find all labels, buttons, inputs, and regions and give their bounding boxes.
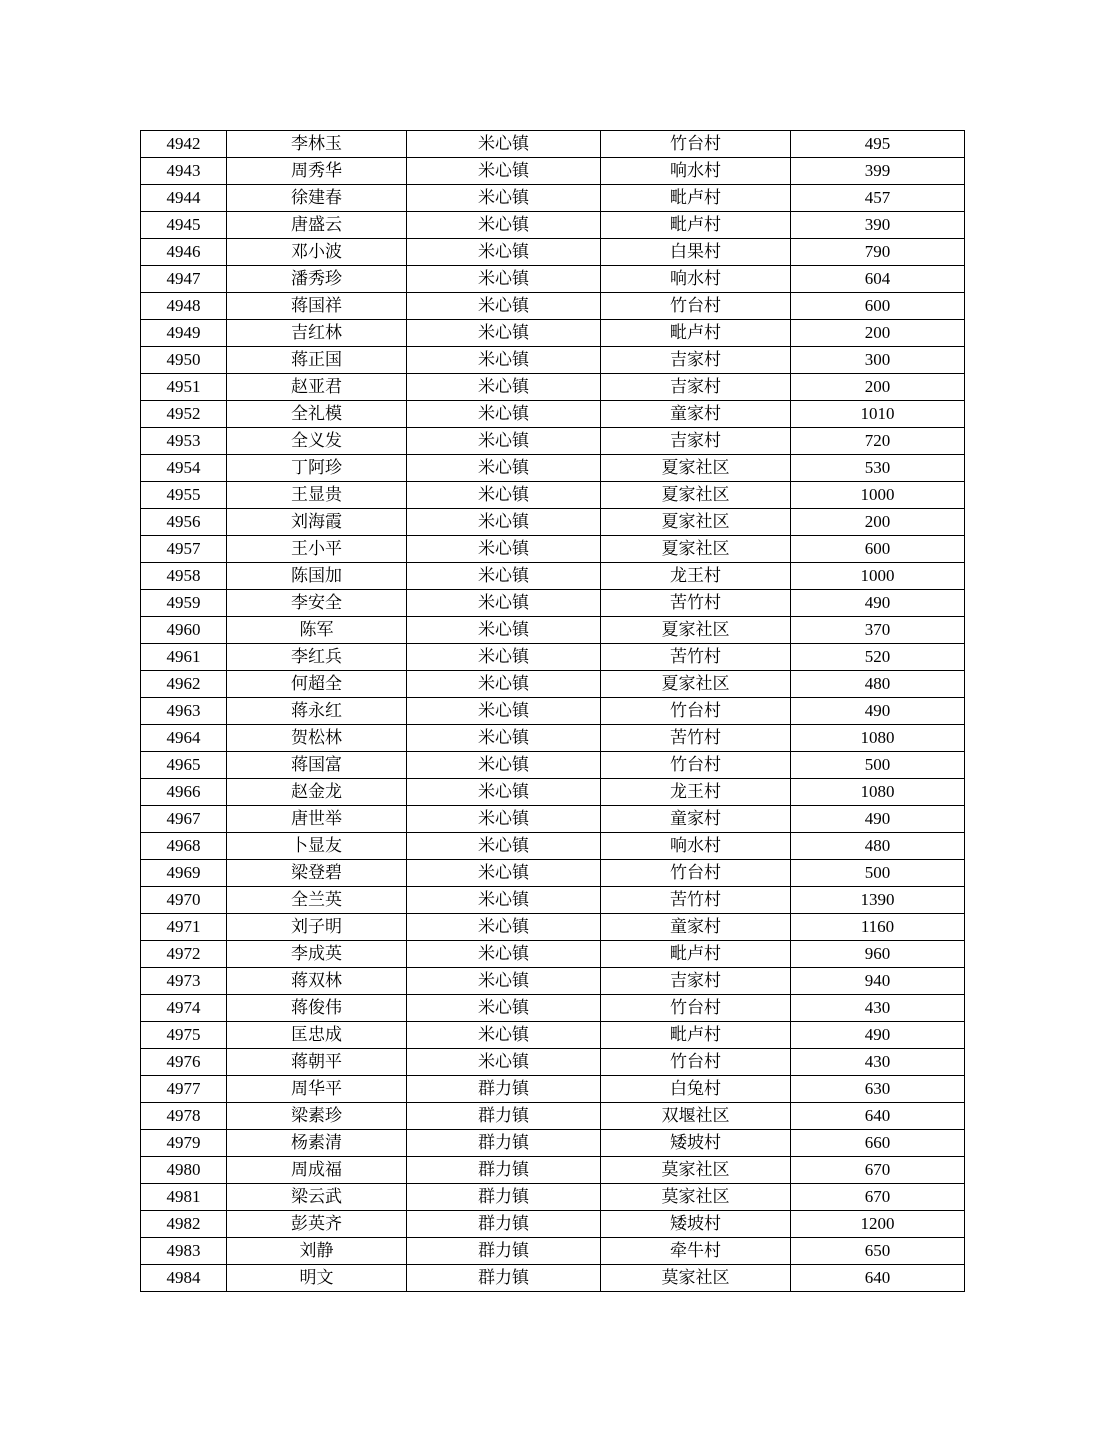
amount-cell: 370	[791, 617, 965, 644]
town-cell: 群力镇	[407, 1103, 601, 1130]
amount-cell: 1160	[791, 914, 965, 941]
name-cell: 蒋国祥	[227, 293, 407, 320]
village-cell: 莫家社区	[601, 1157, 791, 1184]
town-cell: 米心镇	[407, 158, 601, 185]
amount-cell: 530	[791, 455, 965, 482]
town-cell: 米心镇	[407, 779, 601, 806]
name-cell: 蒋正国	[227, 347, 407, 374]
table-body	[141, 131, 965, 1292]
village-cell: 吉家村	[601, 374, 791, 401]
town-cell: 米心镇	[407, 131, 601, 158]
village-cell: 竹台村	[601, 698, 791, 725]
village-cell: 毗卢村	[601, 320, 791, 347]
town-cell: 群力镇	[407, 1157, 601, 1184]
row-id-cell: 4956	[141, 509, 227, 536]
name-cell: 潘秀珍	[227, 266, 407, 293]
town-cell: 米心镇	[407, 725, 601, 752]
row-id-cell: 4970	[141, 887, 227, 914]
amount-cell: 500	[791, 860, 965, 887]
name-cell: 全义发	[227, 428, 407, 455]
name-cell: 赵亚君	[227, 374, 407, 401]
amount-cell: 1080	[791, 779, 965, 806]
table-row	[141, 887, 965, 914]
table-row	[141, 293, 965, 320]
name-cell: 梁登碧	[227, 860, 407, 887]
row-id-cell: 4974	[141, 995, 227, 1022]
town-cell: 米心镇	[407, 860, 601, 887]
amount-cell: 630	[791, 1076, 965, 1103]
name-cell: 全兰英	[227, 887, 407, 914]
table-row	[141, 617, 965, 644]
town-cell: 米心镇	[407, 428, 601, 455]
table-row	[141, 266, 965, 293]
amount-cell: 490	[791, 806, 965, 833]
town-cell: 米心镇	[407, 455, 601, 482]
amount-cell: 430	[791, 995, 965, 1022]
village-cell: 夏家社区	[601, 455, 791, 482]
town-cell: 米心镇	[407, 617, 601, 644]
village-cell: 吉家村	[601, 968, 791, 995]
table-row	[141, 428, 965, 455]
amount-cell: 480	[791, 671, 965, 698]
table-row	[141, 536, 965, 563]
name-cell: 王显贵	[227, 482, 407, 509]
table-row	[141, 995, 965, 1022]
amount-cell: 604	[791, 266, 965, 293]
name-cell: 蒋俊伟	[227, 995, 407, 1022]
town-cell: 米心镇	[407, 941, 601, 968]
table-row	[141, 347, 965, 374]
name-cell: 唐盛云	[227, 212, 407, 239]
table-row	[141, 482, 965, 509]
amount-cell: 1000	[791, 482, 965, 509]
name-cell: 刘子明	[227, 914, 407, 941]
row-id-cell: 4979	[141, 1130, 227, 1157]
name-cell: 唐世举	[227, 806, 407, 833]
name-cell: 卜显友	[227, 833, 407, 860]
table-row	[141, 185, 965, 212]
row-id-cell: 4983	[141, 1238, 227, 1265]
row-id-cell: 4978	[141, 1103, 227, 1130]
village-cell: 龙王村	[601, 563, 791, 590]
village-cell: 白兔村	[601, 1076, 791, 1103]
row-id-cell: 4948	[141, 293, 227, 320]
town-cell: 群力镇	[407, 1265, 601, 1292]
table-row	[141, 860, 965, 887]
name-cell: 周华平	[227, 1076, 407, 1103]
row-id-cell: 4963	[141, 698, 227, 725]
town-cell: 米心镇	[407, 887, 601, 914]
town-cell: 群力镇	[407, 1211, 601, 1238]
name-cell: 徐建春	[227, 185, 407, 212]
amount-cell: 1010	[791, 401, 965, 428]
town-cell: 米心镇	[407, 509, 601, 536]
table-row	[141, 833, 965, 860]
town-cell: 米心镇	[407, 239, 601, 266]
name-cell: 贺松林	[227, 725, 407, 752]
amount-cell: 640	[791, 1265, 965, 1292]
town-cell: 米心镇	[407, 320, 601, 347]
village-cell: 毗卢村	[601, 185, 791, 212]
row-id-cell: 4944	[141, 185, 227, 212]
table-row	[141, 1103, 965, 1130]
table-row	[141, 509, 965, 536]
amount-cell: 640	[791, 1103, 965, 1130]
name-cell: 明文	[227, 1265, 407, 1292]
row-id-cell: 4972	[141, 941, 227, 968]
village-cell: 夏家社区	[601, 671, 791, 698]
village-cell: 苦竹村	[601, 725, 791, 752]
row-id-cell: 4969	[141, 860, 227, 887]
data-table	[140, 130, 965, 1292]
town-cell: 米心镇	[407, 914, 601, 941]
row-id-cell: 4955	[141, 482, 227, 509]
village-cell: 苦竹村	[601, 644, 791, 671]
village-cell: 毗卢村	[601, 941, 791, 968]
village-cell: 夏家社区	[601, 509, 791, 536]
row-id-cell: 4966	[141, 779, 227, 806]
amount-cell: 200	[791, 509, 965, 536]
table-row	[141, 779, 965, 806]
name-cell: 周成福	[227, 1157, 407, 1184]
amount-cell: 650	[791, 1238, 965, 1265]
village-cell: 夏家社区	[601, 482, 791, 509]
village-cell: 双堰社区	[601, 1103, 791, 1130]
amount-cell: 670	[791, 1184, 965, 1211]
row-id-cell: 4975	[141, 1022, 227, 1049]
table-row	[141, 968, 965, 995]
row-id-cell: 4942	[141, 131, 227, 158]
town-cell: 米心镇	[407, 833, 601, 860]
town-cell: 米心镇	[407, 185, 601, 212]
name-cell: 全礼模	[227, 401, 407, 428]
row-id-cell: 4951	[141, 374, 227, 401]
row-id-cell: 4965	[141, 752, 227, 779]
village-cell: 童家村	[601, 401, 791, 428]
village-cell: 牵牛村	[601, 1238, 791, 1265]
table-row	[141, 401, 965, 428]
village-cell: 毗卢村	[601, 212, 791, 239]
name-cell: 陈军	[227, 617, 407, 644]
amount-cell: 520	[791, 644, 965, 671]
village-cell: 童家村	[601, 806, 791, 833]
amount-cell: 1000	[791, 563, 965, 590]
town-cell: 米心镇	[407, 698, 601, 725]
amount-cell: 490	[791, 698, 965, 725]
row-id-cell: 4959	[141, 590, 227, 617]
table-row	[141, 455, 965, 482]
town-cell: 群力镇	[407, 1238, 601, 1265]
name-cell: 蒋双林	[227, 968, 407, 995]
row-id-cell: 4957	[141, 536, 227, 563]
village-cell: 响水村	[601, 158, 791, 185]
village-cell: 夏家社区	[601, 536, 791, 563]
village-cell: 吉家村	[601, 428, 791, 455]
name-cell: 刘海霞	[227, 509, 407, 536]
row-id-cell: 4964	[141, 725, 227, 752]
town-cell: 米心镇	[407, 212, 601, 239]
table-row	[141, 1211, 965, 1238]
village-cell: 矮坡村	[601, 1211, 791, 1238]
table-row	[141, 1184, 965, 1211]
name-cell: 邓小波	[227, 239, 407, 266]
amount-cell: 1390	[791, 887, 965, 914]
town-cell: 米心镇	[407, 347, 601, 374]
row-id-cell: 4952	[141, 401, 227, 428]
village-cell: 响水村	[601, 833, 791, 860]
village-cell: 矮坡村	[601, 1130, 791, 1157]
village-cell: 夏家社区	[601, 617, 791, 644]
town-cell: 米心镇	[407, 374, 601, 401]
amount-cell: 200	[791, 320, 965, 347]
row-id-cell: 4982	[141, 1211, 227, 1238]
row-id-cell: 4968	[141, 833, 227, 860]
table-row	[141, 725, 965, 752]
name-cell: 梁素珍	[227, 1103, 407, 1130]
village-cell: 苦竹村	[601, 887, 791, 914]
name-cell: 李林玉	[227, 131, 407, 158]
row-id-cell: 4971	[141, 914, 227, 941]
town-cell: 群力镇	[407, 1076, 601, 1103]
row-id-cell: 4973	[141, 968, 227, 995]
name-cell: 赵金龙	[227, 779, 407, 806]
town-cell: 米心镇	[407, 590, 601, 617]
row-id-cell: 4949	[141, 320, 227, 347]
amount-cell: 490	[791, 590, 965, 617]
town-cell: 群力镇	[407, 1130, 601, 1157]
table-row	[141, 806, 965, 833]
table-row	[141, 1022, 965, 1049]
town-cell: 群力镇	[407, 1184, 601, 1211]
town-cell: 米心镇	[407, 752, 601, 779]
town-cell: 米心镇	[407, 1022, 601, 1049]
name-cell: 蒋朝平	[227, 1049, 407, 1076]
row-id-cell: 4958	[141, 563, 227, 590]
amount-cell: 660	[791, 1130, 965, 1157]
amount-cell: 490	[791, 1022, 965, 1049]
name-cell: 丁阿珍	[227, 455, 407, 482]
amount-cell: 430	[791, 1049, 965, 1076]
table-row	[141, 1157, 965, 1184]
town-cell: 米心镇	[407, 671, 601, 698]
row-id-cell: 4953	[141, 428, 227, 455]
name-cell: 匡忠成	[227, 1022, 407, 1049]
town-cell: 米心镇	[407, 968, 601, 995]
table-row	[141, 374, 965, 401]
name-cell: 吉红林	[227, 320, 407, 347]
village-cell: 童家村	[601, 914, 791, 941]
table-row	[141, 563, 965, 590]
name-cell: 梁云武	[227, 1184, 407, 1211]
table-row	[141, 752, 965, 779]
amount-cell: 300	[791, 347, 965, 374]
amount-cell: 720	[791, 428, 965, 455]
village-cell: 竹台村	[601, 860, 791, 887]
name-cell: 何超全	[227, 671, 407, 698]
village-cell: 龙王村	[601, 779, 791, 806]
table-row	[141, 320, 965, 347]
village-cell: 竹台村	[601, 1049, 791, 1076]
row-id-cell: 4960	[141, 617, 227, 644]
amount-cell: 390	[791, 212, 965, 239]
amount-cell: 790	[791, 239, 965, 266]
amount-cell: 1080	[791, 725, 965, 752]
row-id-cell: 4943	[141, 158, 227, 185]
row-id-cell: 4946	[141, 239, 227, 266]
table-row	[141, 914, 965, 941]
row-id-cell: 4945	[141, 212, 227, 239]
table-row	[141, 1130, 965, 1157]
table-row	[141, 239, 965, 266]
table-row	[141, 1076, 965, 1103]
table-row	[141, 212, 965, 239]
name-cell: 周秀华	[227, 158, 407, 185]
name-cell: 彭英齐	[227, 1211, 407, 1238]
row-id-cell: 4976	[141, 1049, 227, 1076]
village-cell: 竹台村	[601, 131, 791, 158]
village-cell: 竹台村	[601, 752, 791, 779]
amount-cell: 399	[791, 158, 965, 185]
amount-cell: 1200	[791, 1211, 965, 1238]
amount-cell: 500	[791, 752, 965, 779]
row-id-cell: 4961	[141, 644, 227, 671]
amount-cell: 600	[791, 293, 965, 320]
table-row	[141, 1238, 965, 1265]
row-id-cell: 4950	[141, 347, 227, 374]
town-cell: 米心镇	[407, 293, 601, 320]
village-cell: 莫家社区	[601, 1184, 791, 1211]
name-cell: 李红兵	[227, 644, 407, 671]
row-id-cell: 4947	[141, 266, 227, 293]
row-id-cell: 4967	[141, 806, 227, 833]
row-id-cell: 4977	[141, 1076, 227, 1103]
amount-cell: 670	[791, 1157, 965, 1184]
name-cell: 杨素清	[227, 1130, 407, 1157]
village-cell: 白果村	[601, 239, 791, 266]
name-cell: 李安全	[227, 590, 407, 617]
table-row	[141, 1049, 965, 1076]
town-cell: 米心镇	[407, 482, 601, 509]
table-row	[141, 941, 965, 968]
village-cell: 莫家社区	[601, 1265, 791, 1292]
amount-cell: 480	[791, 833, 965, 860]
town-cell: 米心镇	[407, 644, 601, 671]
name-cell: 蒋国富	[227, 752, 407, 779]
village-cell: 竹台村	[601, 293, 791, 320]
table-row	[141, 644, 965, 671]
village-cell: 毗卢村	[601, 1022, 791, 1049]
town-cell: 米心镇	[407, 995, 601, 1022]
name-cell: 蒋永红	[227, 698, 407, 725]
amount-cell: 960	[791, 941, 965, 968]
row-id-cell: 4981	[141, 1184, 227, 1211]
town-cell: 米心镇	[407, 563, 601, 590]
row-id-cell: 4954	[141, 455, 227, 482]
village-cell: 苦竹村	[601, 590, 791, 617]
village-cell: 响水村	[601, 266, 791, 293]
name-cell: 陈国加	[227, 563, 407, 590]
table-row	[141, 590, 965, 617]
row-id-cell: 4980	[141, 1157, 227, 1184]
amount-cell: 457	[791, 185, 965, 212]
name-cell: 刘静	[227, 1238, 407, 1265]
town-cell: 米心镇	[407, 266, 601, 293]
town-cell: 米心镇	[407, 1049, 601, 1076]
table-row	[141, 158, 965, 185]
town-cell: 米心镇	[407, 806, 601, 833]
table-row	[141, 1265, 965, 1292]
village-cell: 吉家村	[601, 347, 791, 374]
table-row	[141, 698, 965, 725]
name-cell: 李成英	[227, 941, 407, 968]
row-id-cell: 4984	[141, 1265, 227, 1292]
town-cell: 米心镇	[407, 401, 601, 428]
table-row	[141, 671, 965, 698]
amount-cell: 495	[791, 131, 965, 158]
amount-cell: 200	[791, 374, 965, 401]
table-row	[141, 131, 965, 158]
row-id-cell: 4962	[141, 671, 227, 698]
village-cell: 竹台村	[601, 995, 791, 1022]
amount-cell: 940	[791, 968, 965, 995]
town-cell: 米心镇	[407, 536, 601, 563]
amount-cell: 600	[791, 536, 965, 563]
name-cell: 王小平	[227, 536, 407, 563]
